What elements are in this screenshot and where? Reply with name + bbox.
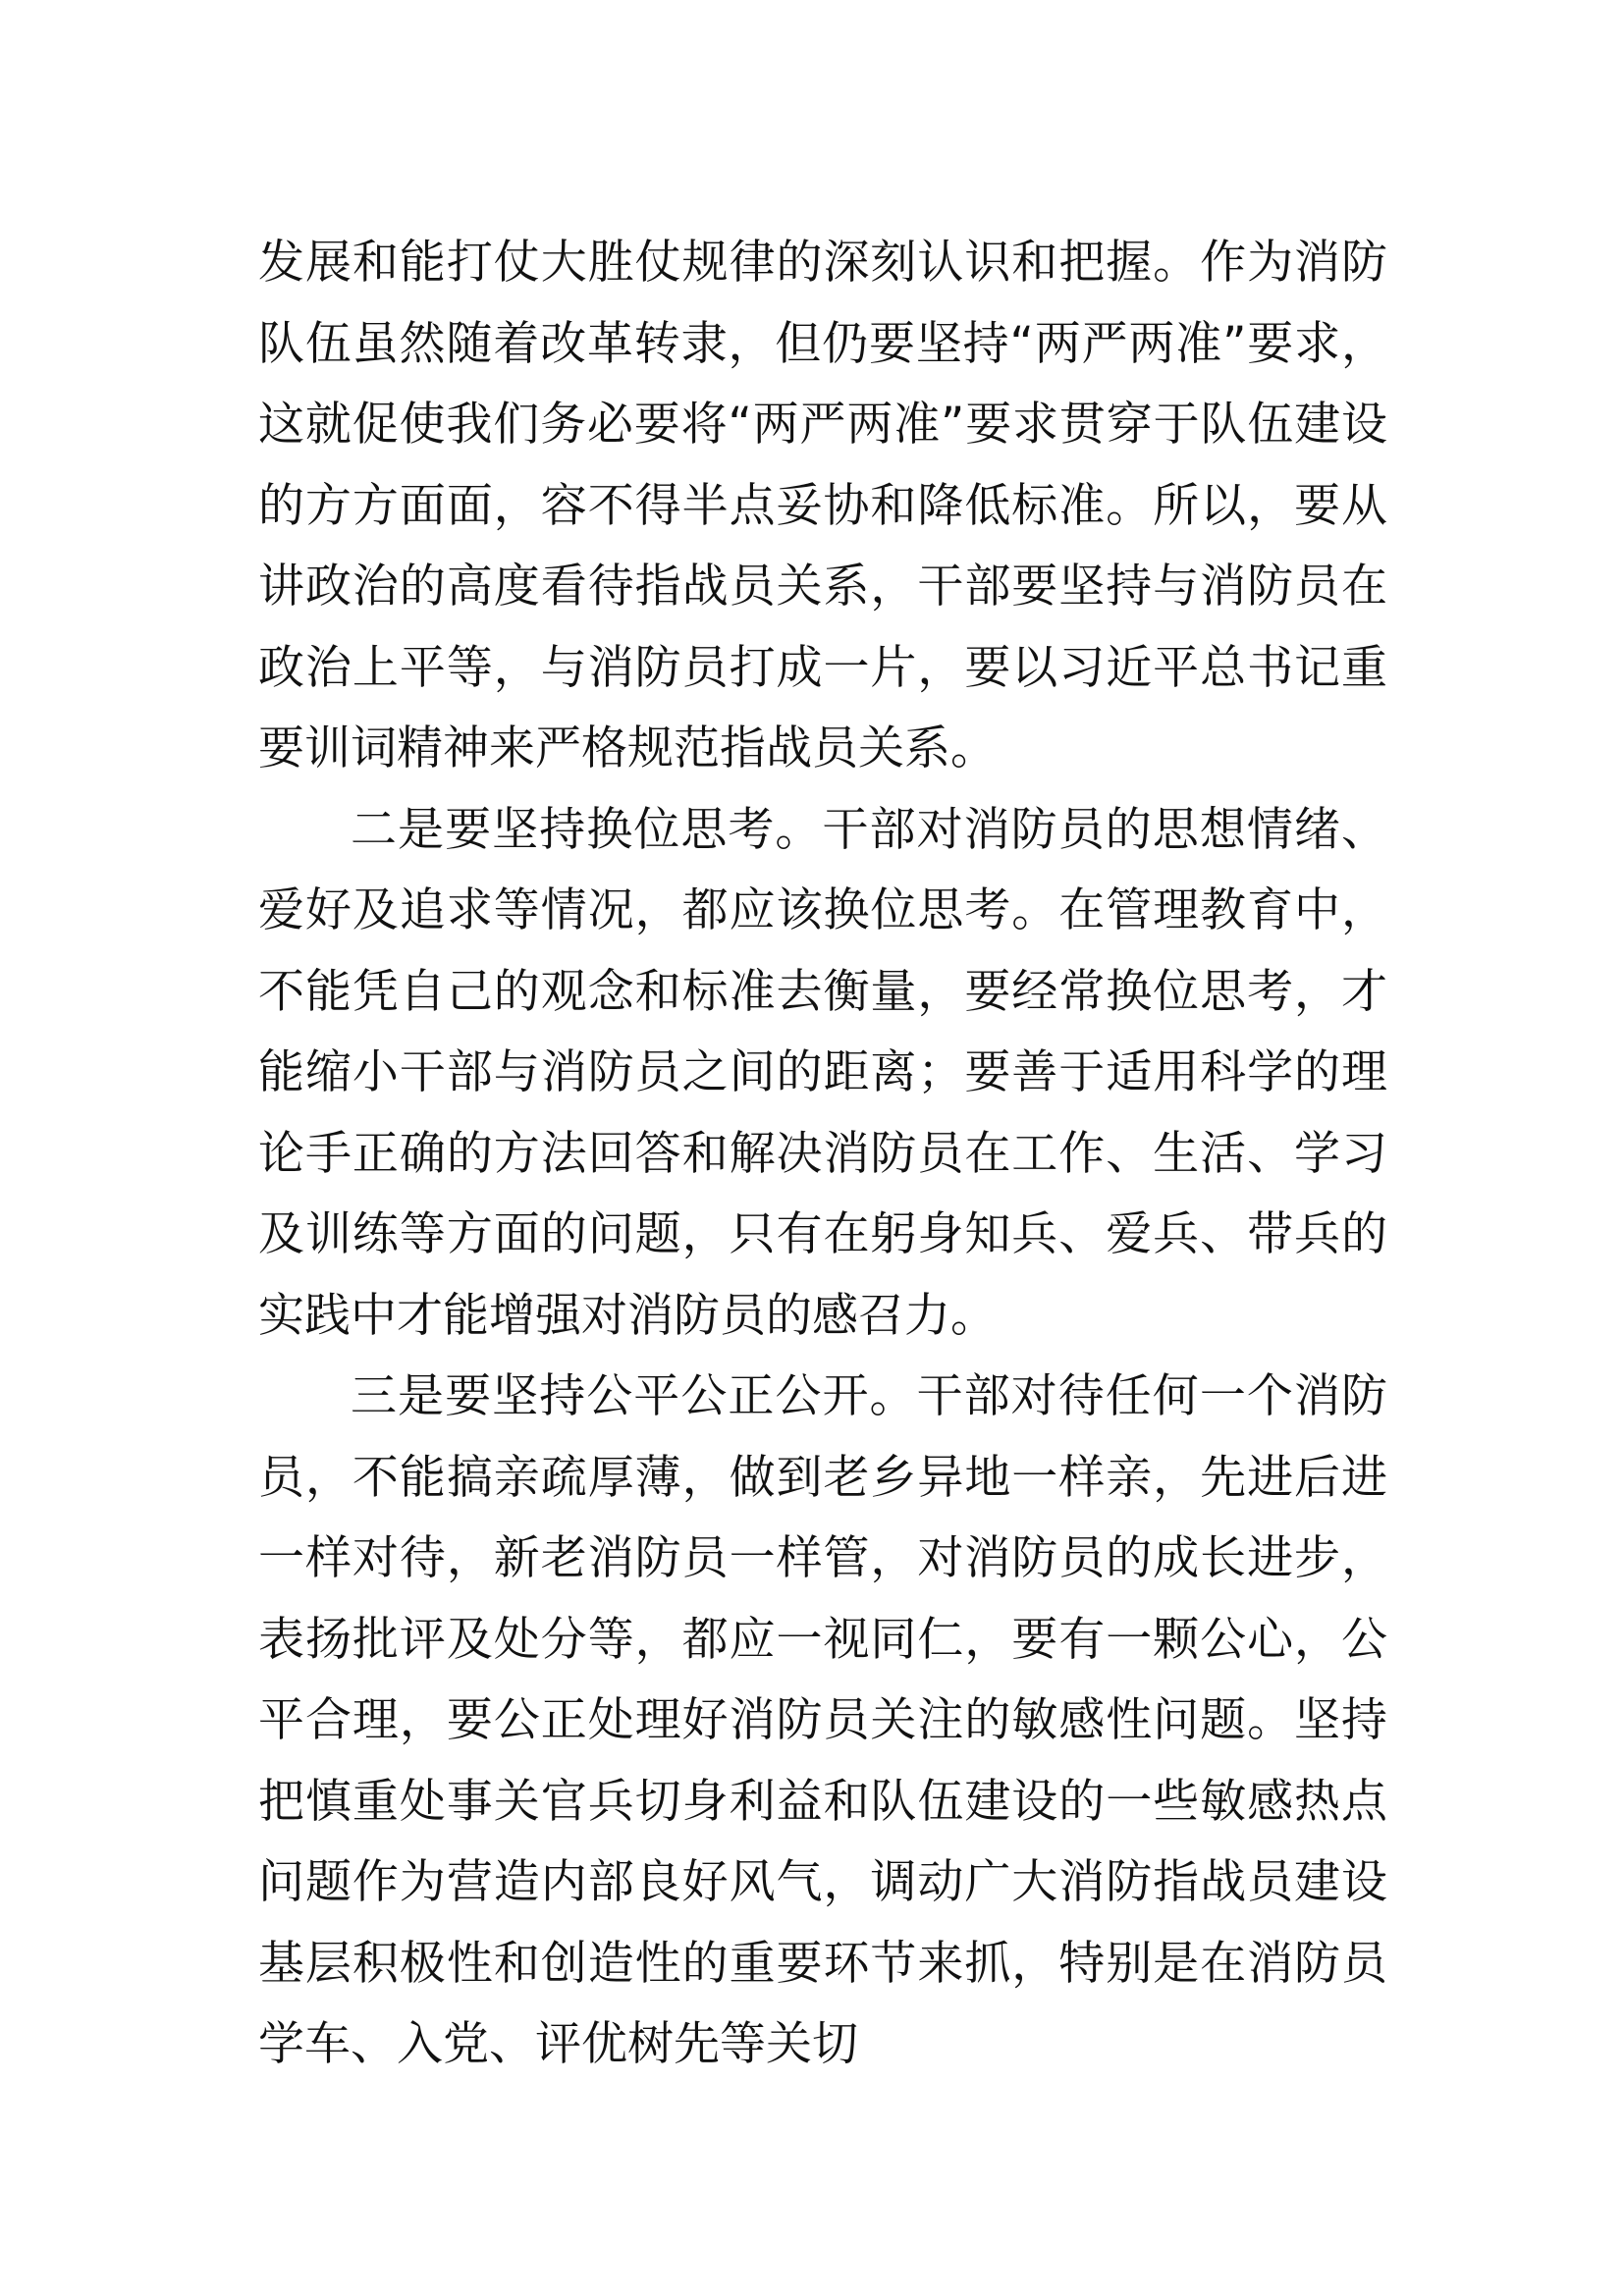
document-body bbox=[258, 223, 1387, 2086]
paragraph-fairness: 三是要坚持公平公正公开。干部对待任何一个消防员，不能搞亲疏厚薄，做到老乡异地一样亲，先进后进一样对待，新老消防员一样管，对消防员的成长进步，表扬批评及处分等，都应一视同仁，要有一颗公心，公平合理，要公正处理好消防员关注的敏感性问题。坚持把慎重处事关官兵切身利益和队伍建设的一些敏感热点问题作为营造内部良好风气，调动广大消防指战员建设基层积极性和创造性的重要环节来抓，特别是在消防员学车、入党、评优树先等关切 bbox=[258, 1369, 1387, 2071]
paragraph-empathy: 二是要坚持换位思考。干部对消防员的思想情绪、爱好及追求等情况，都应该换位思考。在管理教育中，不能凭自己的观念和标准去衡量，要经常换位思考，才能缩小干部与消防员之间的距离；要善于适用科学的理论手正确的方法回答和解决消防员在工作、生活、学习及训练等方面的问题，只有在躬身知兵、爱兵、带兵的实践中才能增强对消防员的感召力。 bbox=[258, 802, 1387, 1343]
paragraph-continuation: 发展和能打仗大胜仗规律的深刻认识和把握。作为消防队伍虽然随着改革转隶，但仍要坚持“两严两准”要求，这就促使我们务必要将“两严两准”要求贯穿于队伍建设的方方面面，容不得半点妥协和降低标准。所以，要从讲政治的高度看待指战员关系，干部要坚持与消防员在政治上平等，与消防员打成一片，要以习近平总书记重要训词精神来严格规范指战员关系。 bbox=[258, 236, 1387, 775]
